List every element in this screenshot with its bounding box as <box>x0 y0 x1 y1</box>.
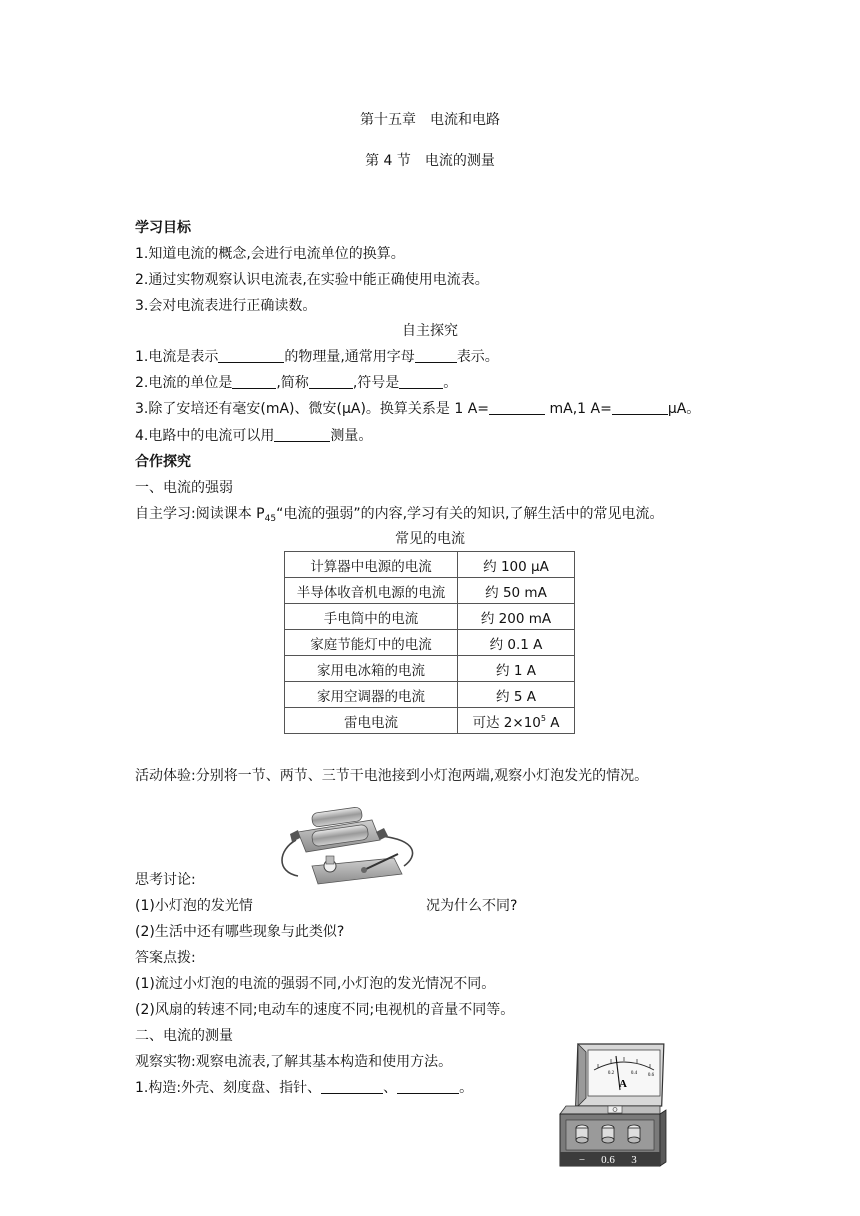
discuss-q1b: 况为什么不同? <box>426 898 518 914</box>
battery-bulb-illustration <box>268 806 434 888</box>
question-text: 表示。 <box>456 349 499 365</box>
scale-label: 0.2 <box>607 1071 615 1076</box>
objective-item: 1.知道电流的概念,会进行电流单位的换算。 <box>135 246 405 262</box>
question-text: μA。 <box>667 401 701 417</box>
table-cell: 家庭节能灯中的电流 <box>285 630 458 656</box>
chapter-title: 第十五章 电流和电路 <box>360 112 500 128</box>
question-text: ,符号是 <box>352 375 400 391</box>
scale-label: 0.4 <box>630 1071 638 1076</box>
common-currents-table <box>284 551 575 734</box>
self-explore-heading: 自主探究 <box>402 323 458 339</box>
answer-blank[interactable] <box>309 374 353 389</box>
discuss-q1a: (1)小灯泡的发光情 <box>135 898 253 914</box>
terminal-label: − <box>578 1154 586 1166</box>
dial-unit: A <box>619 1078 627 1090</box>
observe-text: 观察实物:观察电流表,了解其基本构造和使用方法。 <box>135 1054 453 1070</box>
question-1 <box>135 348 499 366</box>
table-row <box>285 578 575 604</box>
table-cell: 家用电冰箱的电流 <box>285 656 458 682</box>
answer-blank[interactable] <box>232 374 276 389</box>
question-text: 测量。 <box>330 428 373 444</box>
part1-heading: 一、电流的强弱 <box>135 480 233 496</box>
question-text: mA,1 A= <box>545 401 612 417</box>
table-row <box>285 656 575 682</box>
answer-blank[interactable] <box>321 1079 383 1094</box>
question-text: ,简称 <box>276 375 309 391</box>
answer-blank[interactable] <box>489 400 545 415</box>
structure-label: 、 <box>383 1080 398 1096</box>
table-cell: 半导体收音机电源的电流 <box>285 578 458 604</box>
table-cell: 约 100 μA <box>458 552 575 578</box>
part2-heading: 二、电流的测量 <box>135 1028 233 1044</box>
cell-text: A <box>545 714 560 731</box>
answer-blank[interactable] <box>399 374 443 389</box>
self-study-text: 自主学习:阅读课本 P <box>135 506 265 522</box>
scale-label: 0.6 <box>647 1073 655 1078</box>
structure-label: 1.构造:外壳、刻度盘、指针、 <box>135 1080 322 1096</box>
cell-text: 可达 2×10 <box>472 714 541 731</box>
activity-text: 活动体验:分别将一节、两节、三节干电池接到小灯泡两端,观察小灯泡发光的情况。 <box>135 768 649 784</box>
table-cell: 雷电电流 <box>285 708 458 734</box>
objective-item: 3.会对电流表进行正确读数。 <box>135 298 317 314</box>
answer-1: (1)流过小灯泡的电流的强弱不同,小灯泡的发光情况不同。 <box>135 976 496 992</box>
answer-2: (2)风扇的转速不同;电动车的速度不同;电视机的音量不同等。 <box>135 1002 515 1018</box>
answer-blank[interactable] <box>218 348 284 363</box>
table-cell: 约 5 A <box>458 682 575 708</box>
objectives-heading: 学习目标 <box>135 220 191 236</box>
section-title: 第 4 节 电流的测量 <box>365 153 495 169</box>
answer-blank[interactable] <box>612 400 668 415</box>
structure-text <box>135 1079 473 1097</box>
answer-heading: 答案点拨: <box>135 950 196 966</box>
table-cell: 约 1 A <box>458 656 575 682</box>
question-text: 2.电流的单位是 <box>135 375 233 391</box>
answer-blank[interactable] <box>415 348 457 363</box>
objective-item: 2.通过实物观察认识电流表,在实验中能正确使用电流表。 <box>135 272 489 288</box>
table-row <box>285 604 575 630</box>
table-cell: 约 50 mA <box>458 578 575 604</box>
table-cell: 家用空调器的电流 <box>285 682 458 708</box>
table-caption: 常见的电流 <box>395 531 465 547</box>
exponent: 5 <box>540 713 546 723</box>
table-row <box>285 552 575 578</box>
table-row <box>285 630 575 656</box>
answer-blank[interactable] <box>397 1079 459 1094</box>
structure-label: 。 <box>459 1080 474 1096</box>
table-cell: 约 200 mA <box>458 604 575 630</box>
table-row <box>285 708 575 734</box>
self-study <box>135 505 663 528</box>
question-3 <box>135 400 700 418</box>
table-cell <box>458 708 575 734</box>
question-4 <box>135 427 372 445</box>
self-study-text: “电流的强弱”的内容,学习有关的知识,了解生活中的常见电流。 <box>276 506 664 522</box>
question-text: 3.除了安培还有毫安(mA)、微安(μA)。换算关系是 1 A= <box>135 401 490 417</box>
table-cell: 手电筒中的电流 <box>285 604 458 630</box>
question-text: 1.电流是表示 <box>135 349 219 365</box>
terminal-label: 3 <box>631 1154 637 1166</box>
discuss-q2: (2)生活中还有哪些现象与此类似? <box>135 924 345 940</box>
answer-blank[interactable] <box>274 427 330 442</box>
coop-heading: 合作探究 <box>135 454 191 470</box>
question-text: 的物理量,通常用字母 <box>284 349 415 365</box>
terminal-label: 0.6 <box>601 1154 615 1166</box>
table-row <box>285 682 575 708</box>
discuss-heading: 思考讨论: <box>135 872 196 888</box>
question-text: 。 <box>443 375 458 391</box>
table-cell: 约 0.1 A <box>458 630 575 656</box>
table-cell: 计算器中电源的电流 <box>285 552 458 578</box>
ammeter-illustration <box>556 1040 668 1170</box>
question-2 <box>135 374 457 392</box>
page-subscript: 45 <box>264 514 277 524</box>
question-text: 4.电路中的电流可以用 <box>135 428 275 444</box>
